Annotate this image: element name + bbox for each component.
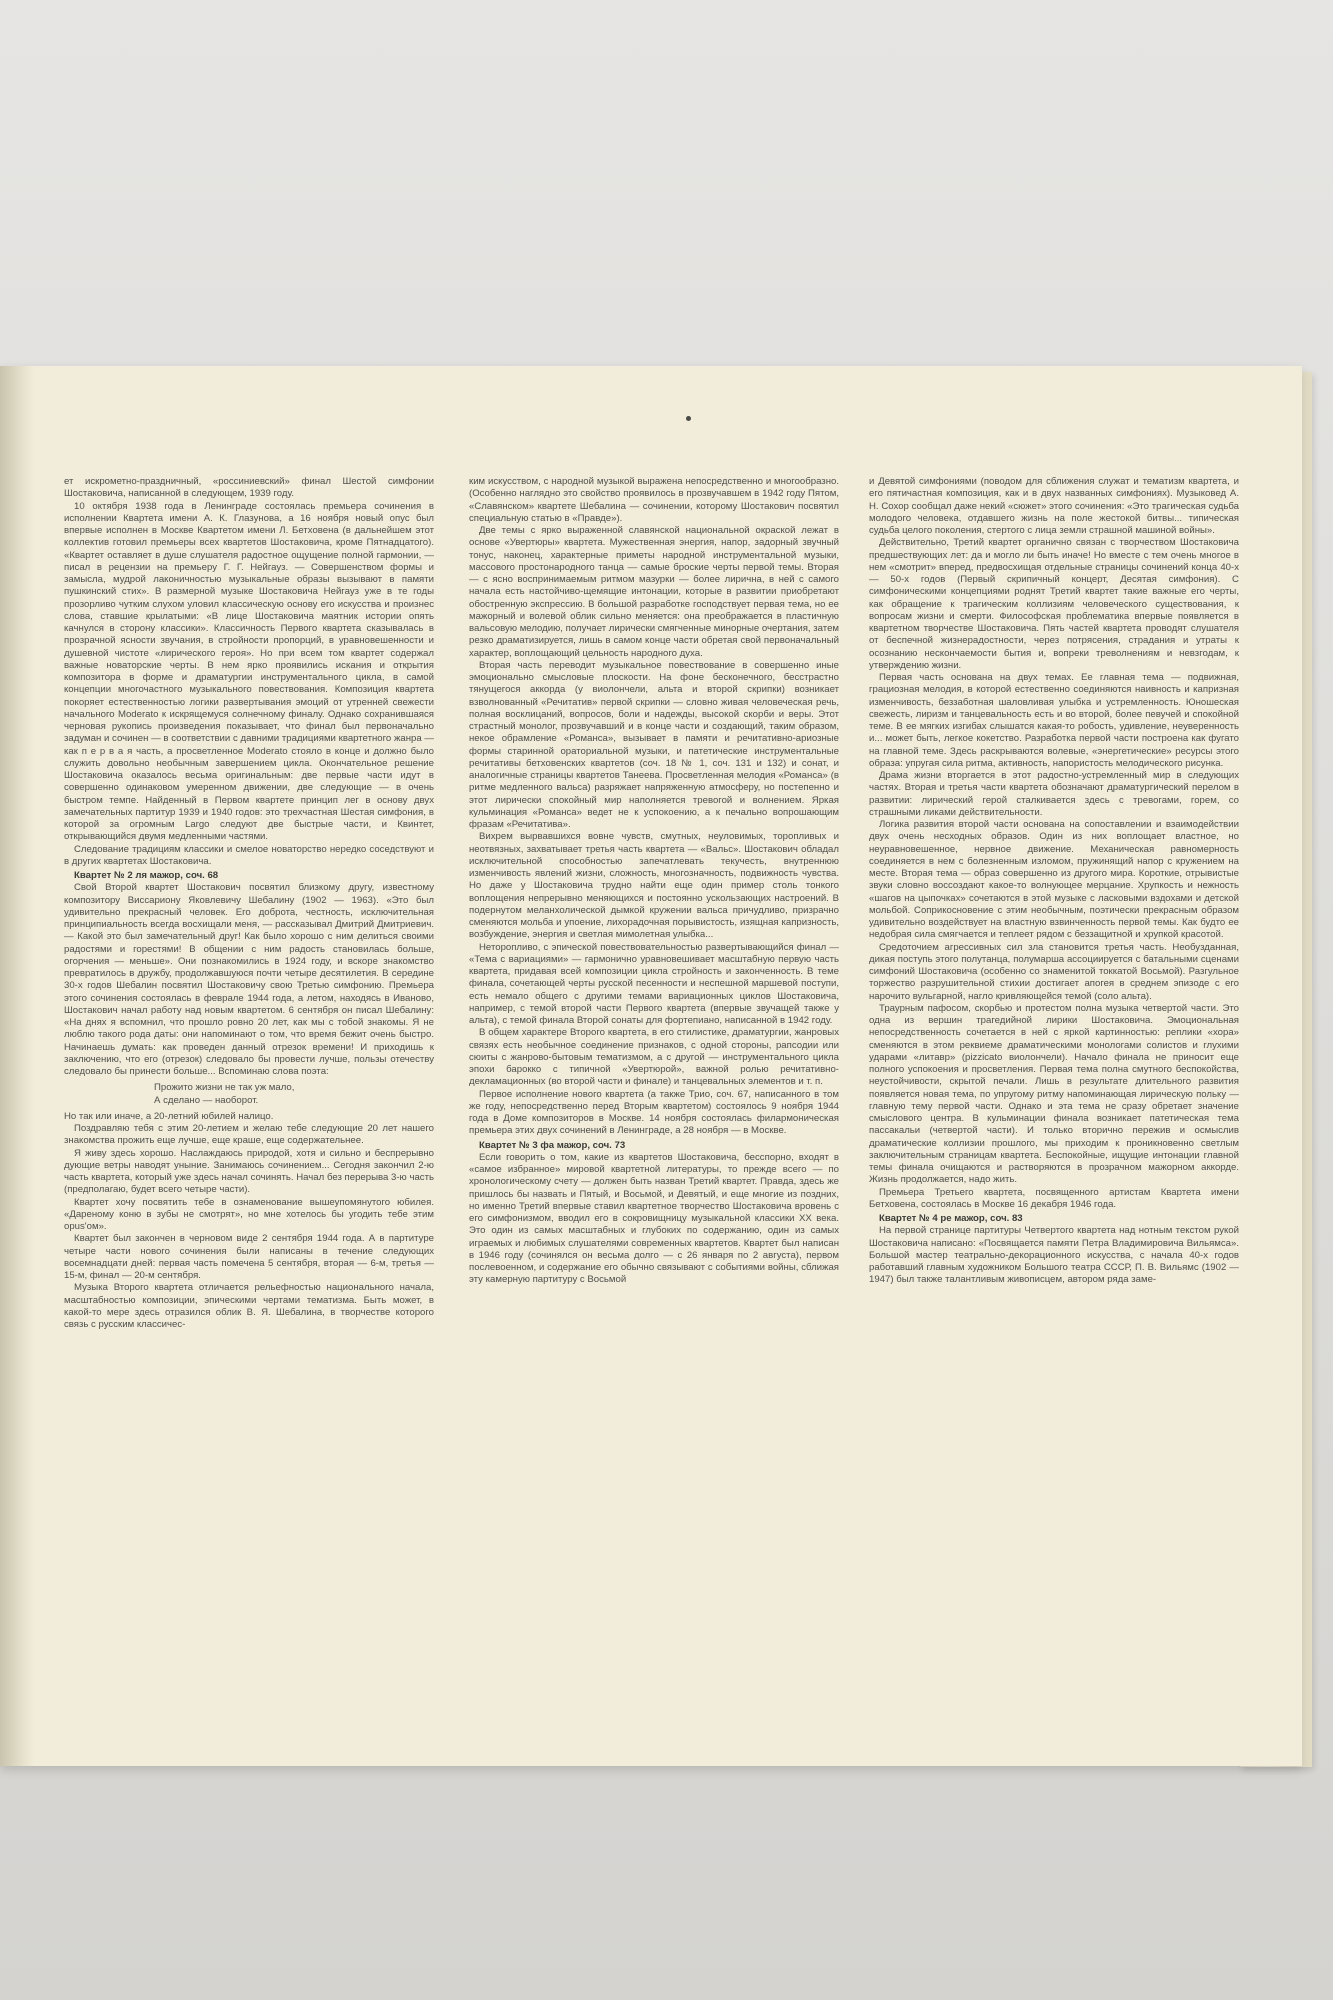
verse-line: А сделано — наоборот. (154, 1094, 259, 1106)
paragraph: Две темы с ярко выраженной славянской национальной окраской лежат в основе «Увертюры» квартета. Мужественная энергия, напор, задорный звучный тонус, наконец, характерные приметы народной инструментальной музыки, массового простонародного танца — самые броские черты первой темы. Вторая — с ясно воспринимаемым ритмом мазурки — более лирична, в ней с самого начала есть настойчиво-щемящие интонации, которые в развитии приобретают обостренную экспрессию. В большой разработке господствует первая тема, но ее мажорный и волевой облик сильно меняется: она преображается в пластичную вальсовую мелодию, получает лирически смягченные минорные очертания, затем резко драматизируется, лишь в самом конце части обретая свой первоначальный характер, воплощающий цельность народного духа. (469, 525, 839, 659)
text-column-1 (64, 476, 434, 1628)
paragraph: Драма жизни вторгается в этот радостно-устремленный мир в следующих частях. Вторая и третья части квартета обозначают драматургический перелом в развитии: лирический герой сталкивается здесь с тревогами, горем, со страшными ликами действительности. (869, 770, 1239, 818)
paragraph: Средоточием агрессивных сил зла становится третья часть. Необузданная, дикая поступь этого полутанца, полумарша ассоциируется с батальными сценами симфоний Шостаковича (особенно со знаменитой токкатой Восьмой). Разгульное торжество разрушительной стихии достигает апогея в среднем эпизоде с его нарочито вульгарной, нагло кривляющейся темой (соло альта). (869, 941, 1239, 1002)
liner-notes-page (0, 366, 1302, 1766)
paragraph: Но так или иначе, а 20-летний юбилей налицо. (64, 1110, 274, 1122)
verse-quote (64, 1082, 434, 1107)
section-heading: Квартет № 3 фа мажор, соч. 73 (479, 1139, 626, 1151)
paragraph: Неторопливо, с эпической повествовательностью развертывающийся финал — «Тема с вариациями» — гармонично уравновешивает масштабную первую часть квартета, придавая всей композиции цикла стройность и законченность. В теме финала, сочетающей черты русской песенности и неспешной маршевой поступи, есть немало общего с другими темами вариационных циклов Шостаковича, например, с темой второй части Первого квартета (впервые звучащей также у альта), с темой финала Второй сонаты для фортепиано, написанной в 1942 году. (469, 941, 839, 1026)
paragraph: ет искрометно-праздничный, «россиниевский» финал Шестой симфонии Шостаковича, написанной в следующем, 1939 году. (64, 476, 434, 500)
paragraph: 10 октября 1938 года в Ленинграде состоялась премьера сочинения в исполнении Квартета имени А. К. Глазунова, а 16 ноября новый опус был впервые исполнен в Москве Квартетом имени Л. Бетховена (в дальнейшем этот коллектив готовил премьеры всех квартетов Шостаковича, кроме Пятнадцатого). «Квартет оставляет в душе слушателя радостное ощущение полной гармонии, — писал в рецензии на премьеру Г. Г. Нейгауз. — Совершенством формы и замысла, мудрой лаконичностью музыкальные образы вызывают в памяти пушкинский стих». В размерной музыке Шостаковича Нейгауз уже в те годы прозорливо чутким слухом уловил классическую основу его искусства и произнес слова, ставшие крылатыми: «В лице Шостаковича маятник истории опять качнулся в сторону классики». Классичность Первого квартета сказывалась в прозрачной ясности звучания, в стройности пропорций, в уравновешенности и душевной чистоте «лирического героя». Но при всем том квартет содержал важные новаторские черты. В нем ярко проявились искания и открытия композитора в форме и драматургии инструментального цикла, в самой концепции многочастного музыкального повествования. Композиция квартета покоряет естественностью логики развертывания эмоций от утренней свежести начального Moderato к искрящемуся солнечному финалу. Однако сохранившаяся черновая рукопись произведения показывает, что финал был первоначально задуман и сочинен — в соответствии с давними традициями квартетного жанра — как п е р в а я часть, а просветленное Moderato стояло в конце и должно было служить довольно необычным завершением цикла. Окончательное решение Шостаковича оказалось весьма оригинальным: две первые части идут в совершенно одинаковом умеренном движении, две следующие — в очень быстром темпе. Найденный в Первом квартете принцип лег в основу двух замечательных партитур 1939 и 1940 годов: это трехчастная Шестая симфония, в которой за огромным Largo следуют две быстрые части, и Квинтет, открывающийся двумя медленными частями. (64, 500, 434, 843)
paragraph: Действительно, Третий квартет органично связан с творчеством Шостаковича предшествующих лет: да и могло ли быть иначе! Но вместе с тем очень многое в нем «смотрит» вперед, предвосхищая отдельные страницы сочинений конца 40-х — 50-х годов (Первый скрипичный концерт, Десятая симфония). С симфоническими концепциями роднят Третий квартет такие важные его черты, как обращение к трагическим коллизиям человеческого существования, к вопросам жизни и смерти. Философская проблематика впервые появляется в квартетном творчестве Шостаковича. Пять частей квартета проводят слушателя от беспечной жизнерадостности, через потрясения, страдания и утраты к осознанию нескончаемости бытия и, вопреки треволнениям и невзгодам, к утверждению жизни. (869, 537, 1239, 671)
section-heading: Квартет № 4 ре мажор, соч. 83 (879, 1213, 1023, 1224)
paragraph: На первой странице партитуры Четвертого квартета над нотным текстом рукой Шостаковича написано: «Посвящается памяти Петра Владимировича Вильямса». Большой мастер театрально-декорационного искусства, с начала 40-х годов работавший главным художником Большого театра СССР, П. В. Вильямс (1902 — 1947) был также талантливым живописцем, автором ряда заме- (869, 1225, 1239, 1286)
paragraph: Квартет был закончен в черновом виде 2 сентября 1944 года. А в партитуре четыре части нового сочинения были написаны в течение следующих восемнадцати дней: первая часть помечена 5 сентября, вторая — 6-м, третья — 15-м, финал — 20-м сентября. (64, 1233, 434, 1281)
page-dot-mark (686, 416, 691, 421)
text-column-3 (869, 476, 1239, 1456)
paragraph: Премьера Третьего квартета, посвященного артистам Квартета имени Бетховена, состоялась в Москве 16 декабря 1946 года. (869, 1186, 1239, 1210)
text-column-2 (469, 476, 839, 1521)
paragraph: Квартет хочу посвятить тебе в ознаменование вышеупомянутого юбилея. «Дареному коню в зубы не смотрят», но мне хотелось бы угодить тебе этим opus'ом». (64, 1196, 434, 1232)
paragraph: Логика развития второй части основана на сопоставлении и взаимодействии двух очень несходных образов. Один из них воплощает властное, но неуравновешенное, нервное движение. Механическая равномерность соединяется в нем с болезненным изломом, пружинящий напор с кружением на месте. Вторая тема — образ совершенно из другого мира. Короткие, отрывистые звуки словно воссоздают какое-то волнующее мерцание. Хрупкость и нежность «шагов на цыпочках» сочетаются в этой музыке с ласковыми вздохами и детской мольбой. Соприкосновение с этим необычным, поэтически прекрасным образом удивительно воздействует на властную взвинченность первой темы. Как будто ее недобрая сила смягчается и теплеет рядом с беззащитной и хрупкой красотой. (869, 819, 1239, 941)
paragraph: и Девятой симфониями (поводом для сближения служат и тематизм квартета, и его пятичастная композиция, как и в двух названных симфониях). Музыковед А. Н. Сохор сообщал даже некий «сюжет» этого сочинения: «Это трагическая судьба молодого человека, отдавшего жизнь на поле жестокой битвы... типическая судьба целого поколения, стертого с лица земли страшной машиной войны». (869, 476, 1239, 536)
paragraph: ким искусством, с народной музыкой выражена непосредственно и многообразно. (Особенно наглядно это свойство проявилось в прозвучавшем в 1942 году Пятом, «Славянском» квартете Шебалина — сочинении, которому Шостакович посвятил специальную статью в «Правде»). (469, 476, 839, 524)
paragraph: Первая часть основана на двух темах. Ее главная тема — подвижная, грациозная мелодия, в которой естественно соединяются наивность и капризная изменчивость, беззаботная шаловливая улыбка и устремленность. Юношеская свежесть, лиризм и танцевальность есть и во второй, более певучей и спокойной теме. В ее мягких изгибах слышатся какая-то робость, удивление, неуверенность и... может быть, легкое кокетство. Разработка первой части построена как фугато на главной теме. Здесь раскрываются волевые, «энергетические» ресурсы этого образа: упругая сила ритма, активность, напористость мелодического рисунка. (869, 672, 1239, 769)
paragraph: Первое исполнение нового квартета (а также Трио, соч. 67, написанного в том же году, непосредственно перед Вторым квартетом) состоялось 9 ноября 1944 года в Доме композиторов в Москве. 14 ноября состоялась филармоническая премьера этих двух сочинений в Ленинграде, а 28 ноября — в Москве. (469, 1088, 839, 1137)
paragraph: Вихрем вырвавшихся вовне чувств, смутных, неуловимых, торопливых и неотвязных, захватывает третья часть квартета — «Вальс». Шостакович обладал исключительной способностью запечатлевать текучесть, внутреннюю изменчивость явлений жизни, сложность, многозначность, подвижность чувства. Но даже у Шостаковича трудно найти еще один пример столь тонкого воплощения непрерывно меняющихся и постоянно ускользающих настроений. В подернутом меланхолической дымкой кружении вальса причудливо, призрачно сменяются мольба и упоение, лихорадочная порывистость, изящная капризность, возбуждение, энергия и светлая мимолетная улыбка... (469, 831, 839, 941)
paragraph: В общем характере Второго квартета, в его стилистике, драматургии, жанровых связях есть необычное соединение признаков, с одной стороны, рапсодии или сюиты с жанрово-бытовым тематизмом, а с другой — инструментального цикла эпохи барокко с типичной «Увертюрой», важной ролью речитативно-декламационных (во второй части и финале) и танцевальных элементов и т. п. (469, 1027, 839, 1088)
paragraph: Траурным пафосом, скорбью и протестом полна музыка четвертой части. Это одна из вершин трагедийной лирики Шостаковича. Эмоциональная непосредственность сочетается в ней с яркой картинностью: реплики «хора» сменяются в этом реквиеме драматическими монологами солистов и глухими ударами «литавр» (pizzicato виолончели). Начало финала не приносит еще полного успокоения и просветления. Первая тема полна смутного беспокойства, неустойчивости, скрытой печали. Лишь в результате длительного развития появляется новая тема, по упругому ритму напоминающая лирическую польку — главную тему первой части. Однако и эта тема не сразу обретает значение смыслового центра. В кульминации финала возникает патетическая тема пассакальи (четвертой части). И только вторично пережив и осмыслив драматические коллизии прошлого, мы приходим к проникновенно светлым заключительным страницам квартета. Беспокойные, ищущие интонации главной темы финала очищаются и растворяются в прозрачном мажорном аккорде. Жизнь продолжается, надо жить. (869, 1002, 1239, 1186)
page-fold-shadow (0, 366, 34, 1766)
paragraph: Я живу здесь хорошо. Наслаждаюсь природой, хотя и сильно и беспрерывно дующие ветры наводят уныние. Занимаюсь сочинением... Сегодня закончил 2-ю часть квартета, который уже здесь начал сочинять. Начал без перерыва 3-ю часть (предполагаю, будет всего четыре части). (64, 1147, 434, 1196)
verse-line: Прожито жизни не так уж мало, (154, 1082, 295, 1094)
paragraph: Музыка Второго квартета отличается рельефностью национального начала, масштабностью композиции, эпическими чертами тематизма. Быть может, в какой-то мере здесь отразился облик В. Я. Шебалина, в творчестве которого связь с русским классичес- (64, 1282, 434, 1330)
paragraph: Если говорить о том, какие из квартетов Шостаковича, бесспорно, входят в «самое избранное» мировой квартетной литературы, то прежде всего — по хронологическому счету — должен быть назван Третий квартет. Правда, здесь же пришлось бы назвать и Пятый, и Восьмой, и Девятый, и еще многие из поздних, но именно Третий впервые ставил квартетное творчество Шостаковича вровень с его симфонизмом, вводил его в сокровищницу музыкальной классики XX века. Это один из самых масштабных и глубоких по содержанию, один из самых играемых и любимых слушателями современных квартетов. Квартет был написан в 1946 году (сочинялся он весьма долго — с 26 января по 2 августа), первом послевоенном, и содержание его обычно связывают с событиями войны, сближая эту камерную партитуру с Восьмой (469, 1151, 839, 1286)
paragraph: Вторая часть переводит музыкальное повествование в совершенно иные эмоционально смысловые плоскости. На фоне бесконечного, бесстрастно тянущегося аккорда (у виолончели, альта и второй скрипки) возникает взволнованный «Речитатив» первой скрипки — словно живая человеческая речь, полная восклицаний, вопросов, боли и надежды, высокой скорби и веры. Этот страстный монолог, прозвучавший и в конце части и создающий, таким образом, некое обрамление «Романса», вызывает в памяти и речитативно-ариозные формы старинной ораториальной музыки, и патетические инструментальные речитативы бетховенских квартетов (соч. 18 № 1, соч. 131 и 132) и сонат, и аналогичные страницы квартетов Танеева. Просветленная мелодия «Романса» (в ритме медленного вальса) разряжает напряженную атмосферу, но постепенно и этот лирически спокойный мир наполняется тревогой и волнением. Яркая кульминация «Романса» ведет не к успокоению, а к печально вопрошающим фразам «Речитатива». (469, 659, 839, 830)
paragraph: Свой Второй квартет Шостакович посвятил близкому другу, известному композитору Виссариону Яковлевичу Шебалину (1902 — 1963). «Это был удивительно прекрасный человек. Его доброта, честность, исключительная принципиальность всегда восхищали меня, — рассказывал Дмитрий Дмитриевич. — Какой это был замечательный друг! Как было хорошо с ним делиться своими радостями и горестями! В общении с ним радость становилась больше, огорчения — меньше». Они познакомились в 1924 году, и вскоре знакомство превратилось в дружбу, продолжавшуюся почти четыре десятилетия. В середине 30-х годов Шебалин посвятил Шостаковичу свою Третью симфонию. Премьера этого сочинения состоялась в феврале 1944 года, а летом, находясь в Иваново, Шостакович начал работу над новым квартетом. 6 сентября он писал Шебалину: «На днях я вспомнил, что прошло ровно 20 лет, как мы с тобой знакомы. Я не люблю такого рода даты: они напоминают о том, что время бежит очень быстро. Начинаешь думать: как проведен данный отрезок времени! И приходишь к заключению, что его (отрезок) следовало бы провести лучше, пользы отечеству следовало бы принести больше... Вспоминаю слова поэта: (64, 882, 434, 1077)
paragraph: Следование традициям классики и смелое новаторство нередко соседствуют и в других квартетах Шостаковича. (64, 843, 434, 867)
paragraph: Поздравляю тебя с этим 20-летием и желаю тебе следующие 20 лет нашего знакомства прожить еще лучше, еще краше, еще содержательнее. (64, 1123, 434, 1147)
section-heading: Квартет № 2 ля мажор, соч. 68 (74, 870, 219, 881)
